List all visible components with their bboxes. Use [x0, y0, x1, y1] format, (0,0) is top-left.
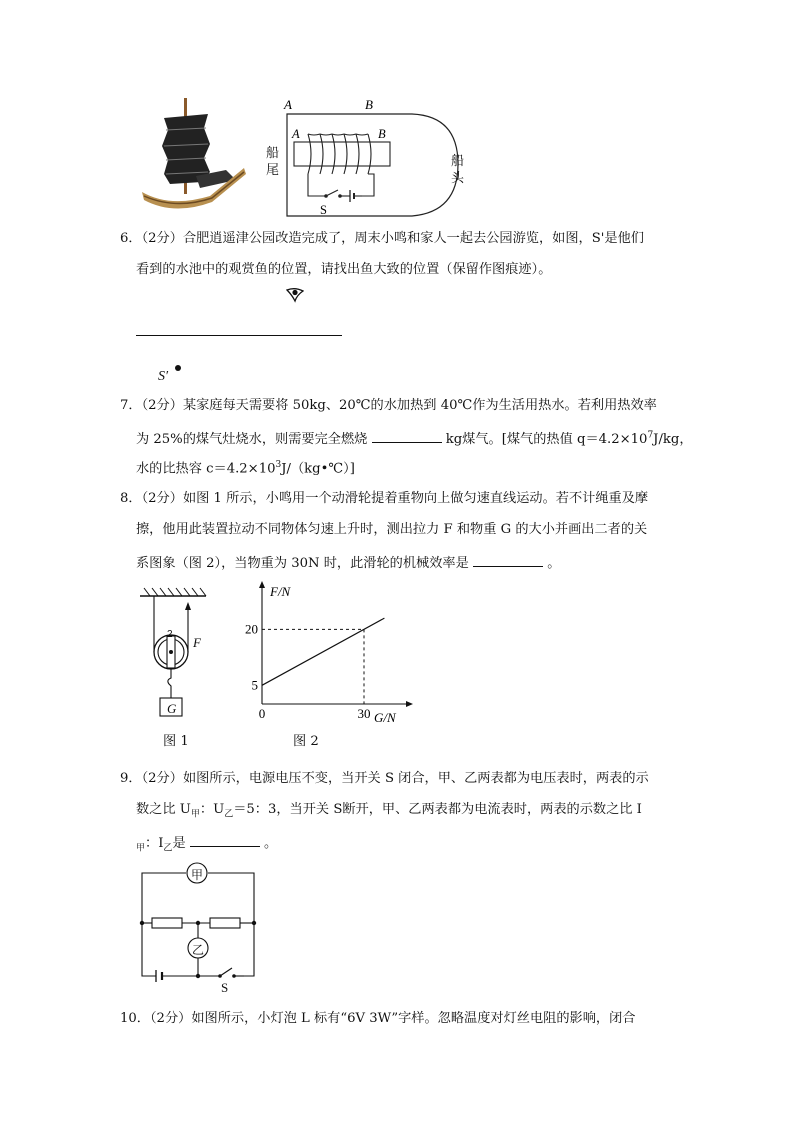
pulley-figure [138, 586, 210, 720]
pulley-label-2: 2 [167, 629, 173, 640]
switch-label: S [320, 203, 327, 217]
eye-icon [286, 287, 304, 303]
coil-diagram [262, 96, 474, 220]
series-line [262, 618, 384, 685]
q7-line3: 水的比热容 $c=4.2\times 10^3J/(kg•℃)$] [136, 460, 355, 477]
q8-line2: 擦，他用此装置拉动不同物体匀速上升时，测出拉力 F 和物重 G 的大小并画出二者的关 [136, 522, 648, 537]
q6-line1: 6．（2分）合肥逍遥津公园改造完成了，周末小鸣和家人一起去公园游览，如图，S'是他们 [120, 231, 644, 246]
q10-line1: 10．（2分）如图所示，小灯泡 L 标有“6V 3W”字样。忽略温度对灯丝电阻的影响，闭合 [120, 1011, 636, 1026]
stern-label: 船 尾 [266, 146, 280, 178]
bow-label: 船 头 [451, 154, 465, 186]
q7-line1: 7．（2分）某家庭每天需要将 50kg、20℃的水加热到 40℃作为生活用热水。若利用热效率 [120, 398, 657, 413]
q7-line2: 为 25%的煤气灶烧水，则需要完全燃烧 kg煤气。[煤气的热值 $q=4.2\times 10^7J/kg$， [136, 430, 693, 447]
force-label: F [193, 635, 201, 650]
weight-label: G [167, 701, 177, 716]
meter-jia: 甲 [191, 868, 204, 882]
q9-line1: 9．（2分）如图所示，电源电压不变，当开关 S 闭合，甲、乙两表都为电压表时，两表的示 [120, 771, 649, 786]
q8-answer-blank[interactable] [473, 554, 543, 567]
switch-label-q9: S [221, 980, 229, 995]
label-b-top: B [365, 97, 373, 112]
label-a-inner: A [292, 127, 300, 141]
label-b-inner: B [378, 127, 386, 141]
boat-photo [140, 96, 248, 214]
y-axis-label: F/N [270, 584, 291, 599]
x-axis-arrow [406, 701, 413, 707]
q8-line1: 8．（2分）如图 1 所示，小鸣用一个动滑轮提着重物向上做匀速直线运动。若不计绳重及摩 [120, 491, 649, 506]
fig2-caption: 图 2 [293, 734, 319, 749]
x-tick-label-0: 0 [258, 706, 266, 721]
q6-line2: 看到的水池中的观赏鱼的位置，请找出鱼大致的位置（保留作图痕迹）。 [136, 262, 552, 277]
meter-yi: 乙 [192, 943, 205, 957]
x-axis-label: G/N [374, 710, 396, 725]
q9-line3: $_甲$：$I_乙$是 。 [136, 836, 278, 854]
fig1-caption: 图 1 [163, 734, 189, 749]
q9-answer-blank[interactable] [190, 834, 260, 847]
y-tick-label-0: 5 [251, 677, 258, 693]
q7-answer-blank[interactable] [372, 430, 442, 443]
q8-line3: 系图象（图 2），当物重为 30N 时，此滑轮的机械效率是 。 [136, 556, 561, 571]
s-prime-point: S′ [158, 365, 198, 387]
y-tick-label-1: 20 [245, 621, 258, 637]
water-surface-line [136, 335, 342, 336]
x-tick-label-1: 30 [357, 706, 371, 721]
q9-line2: 数之比 $U_甲$：$U_乙=5$：3，当开关 S断开，甲、乙两表都为电流表时，两表的示数之比 I [136, 802, 642, 820]
label-a-top: A [284, 97, 292, 112]
force-weight-chart [236, 578, 416, 728]
q9-circuit [136, 860, 266, 996]
y-axis-arrow [259, 581, 265, 588]
